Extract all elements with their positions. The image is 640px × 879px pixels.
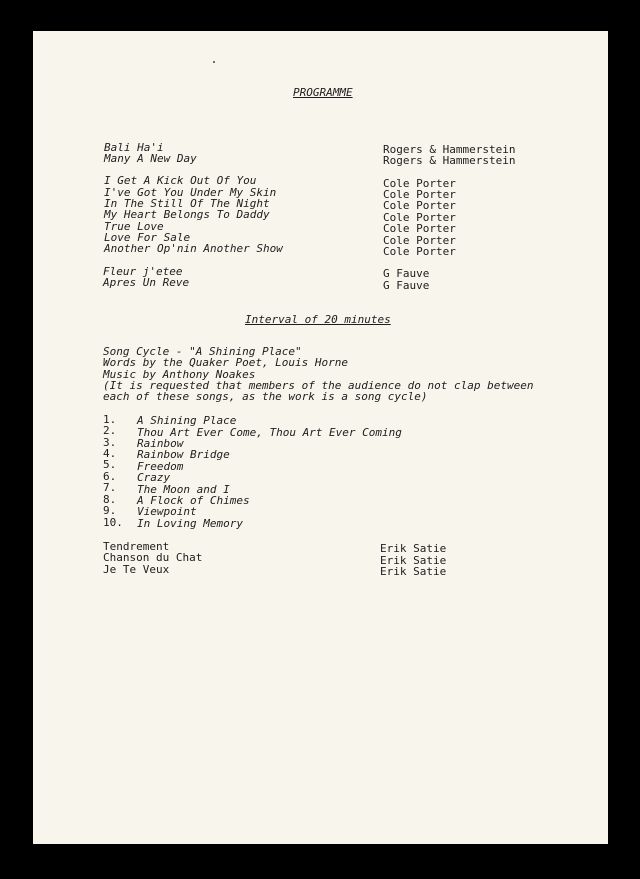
song-title: I've Got You Under My Skin (104, 186, 277, 199)
interval-heading: Interval of 20 minutes (245, 313, 391, 326)
song-title: Chanson du Chat (103, 551, 203, 564)
song-title: I Get A Kick Out Of You (104, 174, 257, 187)
cycle-song-title: Rainbow Bridge (137, 448, 230, 461)
song-cycle-title: Song Cycle - "A Shining Place" (103, 345, 302, 358)
audience-note: each of these songs, as the work is a song cycle) (103, 390, 428, 403)
composer: G Fauve (383, 279, 430, 292)
song-title: Je Te Veux (103, 563, 170, 576)
composer: Cole Porter (383, 245, 456, 258)
composer: Cole Porter (383, 234, 456, 247)
list-number: 10. (103, 516, 123, 529)
song-title: True Love (104, 220, 164, 233)
composer: Cole Porter (383, 188, 456, 201)
audience-note: (It is requested that members of the audience do not clap between (103, 379, 534, 392)
cycle-song-title: Crazy (137, 471, 171, 484)
list-number: 1. (103, 413, 117, 426)
list-number: 6. (103, 470, 117, 483)
cycle-song-title: A Flock of Chimes (137, 494, 250, 507)
list-number: 3. (103, 436, 117, 449)
song-cycle-words: Words by the Quaker Poet, Louis Horne (103, 356, 349, 369)
list-number: 7. (103, 481, 117, 494)
song-title: In The Still Of The Night (104, 197, 270, 210)
composer: Cole Porter (383, 222, 456, 235)
composer: Cole Porter (383, 177, 456, 190)
composer: Rogers & Hammerstein (383, 154, 516, 167)
composer: Rogers & Hammerstein (383, 143, 516, 156)
cycle-song-title: The Moon and I (137, 483, 230, 496)
song-title: Many A New Day (104, 152, 197, 165)
cycle-song-title: A Shining Place (137, 414, 237, 427)
song-title: Love For Sale (104, 231, 191, 244)
composer: G Fauve (383, 267, 430, 280)
cycle-song-title: Rainbow (137, 437, 184, 450)
song-title: My Heart Belongs To Daddy (104, 208, 270, 221)
list-number: 8. (103, 493, 117, 506)
song-title: Apres Un Reve (103, 276, 190, 289)
song-cycle-music: Music by Anthony Noakes (103, 368, 256, 381)
list-number: 5. (103, 458, 117, 471)
song-title: Bali Ha'i (104, 141, 164, 154)
song-title: Fleur j'etee (103, 265, 183, 278)
composer: Cole Porter (383, 211, 456, 224)
page-title: PROGRAMME (293, 86, 353, 99)
composer: Erik Satie (380, 542, 447, 555)
list-number: 2. (103, 424, 117, 437)
document-page (33, 31, 608, 844)
cycle-song-title: In Loving Memory (137, 517, 243, 530)
cycle-song-title: Viewpoint (137, 505, 197, 518)
song-title: Another Op'nin Another Show (104, 242, 283, 255)
list-number: 9. (103, 504, 117, 517)
composer: Erik Satie (380, 565, 447, 578)
composer: Cole Porter (383, 199, 456, 212)
cycle-song-title: Freedom (137, 460, 184, 473)
song-title: Tendrement (103, 540, 170, 553)
composer: Erik Satie (380, 554, 447, 567)
speck-mark (213, 61, 215, 63)
cycle-song-title: Thou Art Ever Come, Thou Art Ever Coming (137, 426, 402, 439)
list-number: 4. (103, 447, 117, 460)
